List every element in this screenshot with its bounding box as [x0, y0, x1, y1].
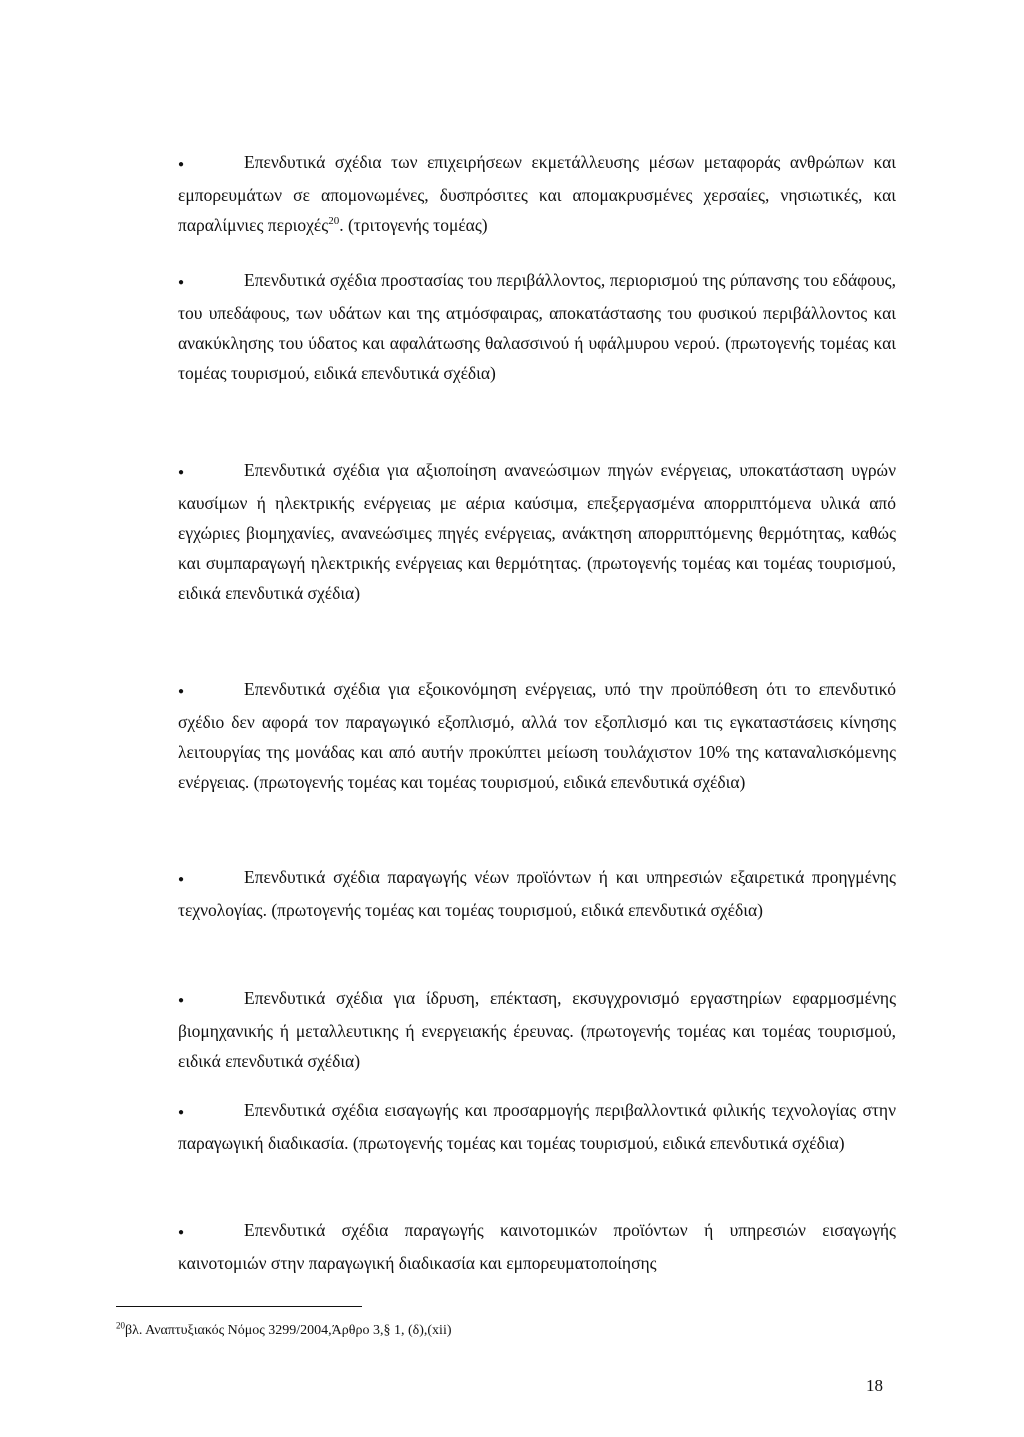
bullet-item-renewable-energy	[178, 455, 896, 608]
page-number: 18	[866, 1376, 883, 1395]
bullet-icon	[178, 457, 244, 488]
bullet-icon	[178, 985, 244, 1016]
footnote-number: 20	[116, 1320, 125, 1331]
bullet-icon	[178, 1217, 244, 1248]
item-text: Επενδυτικά σχέδια παραγωγής νέων προϊόντων ή και υπηρεσιών εξαιρετικά προηγμένης τεχνολογίας. (πρωτογενής τομέας και τομέας τουρισμού, ειδικά επενδυτικά σχέδια)	[178, 867, 896, 920]
bullet-icon	[178, 676, 244, 707]
item-text-continuation: . (τριτογενής τομέας)	[339, 214, 488, 235]
bullet-item-innovation	[178, 1215, 896, 1278]
bullet-item-environment	[178, 265, 896, 388]
footnote-reference: 20	[328, 214, 340, 227]
item-text: Επενδυτικά σχέδια των επιχειρήσεων εκμετάλλευσης μέσων μεταφοράς ανθρώπων και εμπορευμάτων σε απομονωμένες, δυσπρόσιτες και απομακρυσμένες χερσαίες, νησιωτικές, και παραλίμνιες περιοχές	[178, 152, 896, 235]
item-text: Επενδυτικά σχέδια εισαγωγής και προσαρμογής περιβαλλοντικά φιλικής τεχνολογίας στην παραγωγική διαδικασία. (πρωτογενής τομέας και τομέας τουρισμού, ειδικά επενδυτικά σχέδια)	[178, 1100, 896, 1153]
bullet-icon	[178, 149, 244, 180]
item-text: Επενδυτικά σχέδια για αξιοποίηση ανανεώσιμων πηγών ενέργειας, υποκατάσταση υγρών καυσίμων ή ηλεκτρικής ενέργειας με αέρια καύσιμα, επεξεργασμένα απορριπτόμενα υλικά από εγχώριες βιομηχανίες, ανανεώσιμες πηγές ενέργειας, ανάκτηση απορριπτόμενης θερμότητας, καθώς και συμπαραγωγή ηλεκτρικής ενέργειας και θερμότητας. (πρωτογενής τομέας και τομέας τουρισμού, ειδικά επενδυτικά σχέδια)	[178, 460, 896, 603]
footnote-separator	[116, 1306, 362, 1307]
bullet-item-transport	[178, 147, 896, 240]
item-text: Επενδυτικά σχέδια για εξοικονόμηση ενέργειας, υπό την προϋπόθεση ότι το επενδυτικό σχέδιο δεν αφορά τον παραγωγικό εξοπλισμό, αλλά τον εξοπλισμό και τις εγκαταστάσεις κίνησης λειτουργίας της μονάδας και από αυτήν προκύπτει μείωση τουλάχιστον 10% της καταναλισκόμενης ενέργειας. (πρωτογενής τομέας και τομέας τουρισμού, ειδικά επενδυτικά σχέδια)	[178, 679, 896, 792]
bullet-item-advanced-technology	[178, 862, 896, 925]
item-text: Επενδυτικά σχέδια παραγωγής καινοτομικών προϊόντων ή υπηρεσιών εισαγωγής καινοτομιών στην παραγωγική διαδικασία και εμπορευματοποίησης	[178, 1220, 896, 1273]
bullet-icon	[178, 864, 244, 895]
footnote-text: βλ. Αναπτυξιακός Νόμος 3299/2004,Άρθρο 3,§ 1, (δ),(xii)	[125, 1323, 452, 1338]
bullet-icon	[178, 267, 244, 298]
bullet-item-energy-saving	[178, 674, 896, 797]
bullet-item-research-labs	[178, 983, 896, 1076]
item-text: Επενδυτικά σχέδια προστασίας του περιβάλλοντος, περιορισμού της ρύπανσης του εδάφους, του υπεδάφους, των υδάτων και της ατμόσφαιρας, αποκατάστασης του φυσικού περιβάλλοντος και ανακύκλησης του ύδατος και αφαλάτωσης θαλασσινού ή υφάλμυρου νερού. (πρωτογενής τομέας και τομέας τουρισμού, ειδικά επενδυτικά σχέδια)	[178, 270, 896, 383]
bullet-item-eco-technology	[178, 1095, 896, 1158]
footnote	[116, 1322, 452, 1340]
item-text: Επενδυτικά σχέδια για ίδρυση, επέκταση, εκσυγχρονισμό εργαστηρίων εφαρμοσμένης βιομηχανικής ή μεταλλευτικης ή ενεργειακής έρευνας. (πρωτογενής τομέας και τομέας τουρισμού, ειδικά επενδυτικά σχέδια)	[178, 988, 896, 1071]
bullet-icon	[178, 1097, 244, 1128]
